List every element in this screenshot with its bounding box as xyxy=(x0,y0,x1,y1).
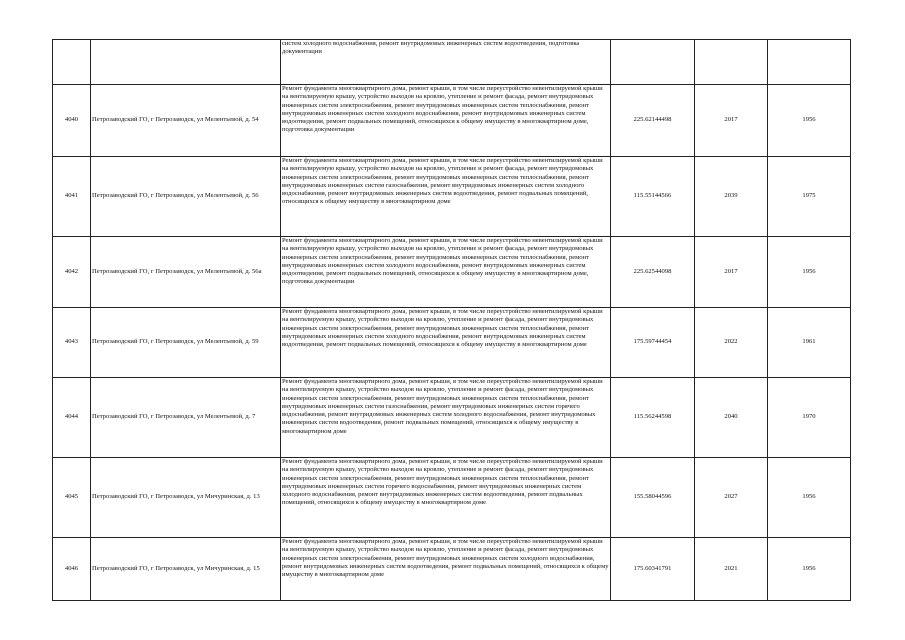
row-works: Ремонт фундамента многоквартирного дома, ремонт крыши, в том числе переустройство невентилируемой крыши на вентилируемую крышу, устройство выходов на кровлю, утепление и ремонт фасада, ремонт внутридомовых инженерных систем электроснабжения, ремонт внутридомовых инженерных систем теплоснабжения, ремонт внутридомовых инженерных систем холодного водоснабжения, ремонт внутридомовых инженерных систем водоотведения, ремонт подвальных помещений, относящихся к общему имуществу в многоквартирном доме, подготовка документации xyxy=(281,85,611,157)
table-row xyxy=(53,237,851,308)
row-address: Петрозаводский ГО, г Петрозаводск, ул Мелентьевой, д. 56 xyxy=(91,157,281,237)
row-year-plan: 2040 xyxy=(695,378,768,458)
row-works: Ремонт фундамента многоквартирного дома, ремонт крыши, в том числе переустройство невентилируемой крыши на вентилируемую крышу, устройство выходов на кровлю, утепление и ремонт фасада, ремонт внутридомовых инженерных систем электроснабжения, ремонт внутридомовых инженерных систем холодного водоснабжения, ремонт внутридомовых инженерных систем водоотведения, ремонт подвальных помещений, относящихся к общему имуществу в многоквартирном доме xyxy=(281,538,611,601)
table-row xyxy=(53,85,851,157)
row-address: Петрозаводский ГО, г Петрозаводск, ул Мелентьевой, д. 54 xyxy=(91,85,281,157)
row-year-built: 1956 xyxy=(768,458,851,538)
row-year-built: 1956 xyxy=(768,538,851,601)
row-address: Петрозаводский ГО, г Петрозаводск, ул Мичуринская, д. 15 xyxy=(91,538,281,601)
row-cost: 175.59744454 xyxy=(611,308,695,378)
row-cost: 175.60341791 xyxy=(611,538,695,601)
row-number: 4042 xyxy=(53,237,91,308)
row-address: Петрозаводский ГО, г Петрозаводск, ул Мелентьевой, д. 56а xyxy=(91,237,281,308)
table-row xyxy=(53,308,851,378)
table-row xyxy=(53,538,851,601)
row-number: 4043 xyxy=(53,308,91,378)
row-works: Ремонт фундамента многоквартирного дома, ремонт крыши, в том числе переустройство невентилируемой крыши на вентилируемую крышу, устройство выходов на кровлю, утепление и ремонт фасада, ремонт внутридомовых инженерных систем электроснабжения, ремонт внутридомовых инженерных систем теплоснабжения, ремонт внутридомовых инженерных систем холодного водоснабжения, ремонт внутридомовых инженерных систем водоотведения, ремонт подвальных помещений, относящихся к общему имуществу в многоквартирном доме xyxy=(281,308,611,378)
table-row xyxy=(53,458,851,538)
row-year-plan: 2017 xyxy=(695,85,768,157)
row-year-plan: 2021 xyxy=(695,538,768,601)
table-row xyxy=(53,378,851,458)
row-number: 4040 xyxy=(53,85,91,157)
row-number: 4046 xyxy=(53,538,91,601)
row-year-built: 1975 xyxy=(768,157,851,237)
capital-repair-table xyxy=(52,39,851,601)
row-year-plan: 2022 xyxy=(695,308,768,378)
row-number xyxy=(53,40,91,85)
row-works: Ремонт фундамента многоквартирного дома, ремонт крыши, в том числе переустройство невентилируемой крыши на вентилируемую крышу, устройство выходов на кровлю, утепление и ремонт фасада, ремонт внутридомовых инженерных систем электроснабжения, ремонт внутридомовых инженерных систем теплоснабжения, ремонт внутридомовых инженерных систем холодного водоснабжения, ремонт внутридомовых инженерных систем водоотведения, ремонт подвальных помещений, относящихся к общему имуществу в многоквартирном доме, подготовка документации xyxy=(281,237,611,308)
row-works: Ремонт фундамента многоквартирного дома, ремонт крыши, в том числе переустройство невентилируемой крыши на вентилируемую крышу, устройство выходов на кровлю, утепление и ремонт фасада, ремонт внутридомовых инженерных систем электроснабжения, ремонт внутридомовых инженерных систем теплоснабжения, ремонт внутридомовых инженерных систем горячего водоснабжения, ремонт внутридомовых инженерных систем холодного водоснабжения, ремонт внутридомовых инженерных систем водоотведения, ремонт подвальных помещений, относящихся к общему имуществу в многоквартирном доме xyxy=(281,458,611,538)
row-works: систем холодного водоснабжения, ремонт внутридомовых инженерных систем водоотведения, подготовка документации xyxy=(281,40,611,85)
row-cost: 115.55144566 xyxy=(611,157,695,237)
row-address: Петрозаводский ГО, г Петрозаводск, ул Мелентьевой, д. 59 xyxy=(91,308,281,378)
row-year-plan: 2017 xyxy=(695,237,768,308)
row-number: 4044 xyxy=(53,378,91,458)
row-year-built: 1956 xyxy=(768,85,851,157)
row-year-built: 1956 xyxy=(768,237,851,308)
table-row xyxy=(53,157,851,237)
row-year-plan: 2027 xyxy=(695,458,768,538)
row-cost xyxy=(611,40,695,85)
row-cost: 115.56244598 xyxy=(611,378,695,458)
row-works: Ремонт фундамента многоквартирного дома, ремонт крыши, в том числе переустройство невентилируемой крыши на вентилируемую крышу, устройство выходов на кровлю, утепление и ремонт фасада, ремонт внутридомовых инженерных систем электроснабжения, ремонт внутридомовых инженерных систем теплоснабжения, ремонт внутридомовых инженерных систем газоснабжения, ремонт внутридомовых инженерных систем горячего водоснабжения, ремонт внутридомовых инженерных систем холодного водоснабжения, ремонт внутридомовых инженерных систем водоотведения, ремонт подвальных помещений, относящихся к общему имуществу в многоквартирном доме xyxy=(281,378,611,458)
row-address: Петрозаводский ГО, г Петрозаводск, ул Мелентьевой, д. 7 xyxy=(91,378,281,458)
row-address xyxy=(91,40,281,85)
table-row xyxy=(53,40,851,85)
row-works: Ремонт фундамента многоквартирного дома, ремонт крыши, в том числе переустройство невентилируемой крыши на вентилируемую крышу, устройство выходов на кровлю, утепление и ремонт фасада, ремонт внутридомовых инженерных систем электроснабжения, ремонт внутридомовых инженерных систем теплоснабжения, ремонт внутридомовых инженерных систем газоснабжения, ремонт внутридомовых инженерных систем холодного водоснабжения, ремонт внутридомовых инженерных систем водоотведения, ремонт подвальных помещений, относящихся к общему имуществу в многоквартирном доме xyxy=(281,157,611,237)
row-cost: 225.62544098 xyxy=(611,237,695,308)
row-address: Петрозаводский ГО, г Петрозаводск, ул Мичуринская, д. 13 xyxy=(91,458,281,538)
row-year-built: 1961 xyxy=(768,308,851,378)
row-year-plan xyxy=(695,40,768,85)
row-cost: 225.62144498 xyxy=(611,85,695,157)
row-year-built: 1970 xyxy=(768,378,851,458)
row-number: 4045 xyxy=(53,458,91,538)
row-number: 4041 xyxy=(53,157,91,237)
row-year-built xyxy=(768,40,851,85)
row-year-plan: 2039 xyxy=(695,157,768,237)
row-cost: 155.58044596 xyxy=(611,458,695,538)
